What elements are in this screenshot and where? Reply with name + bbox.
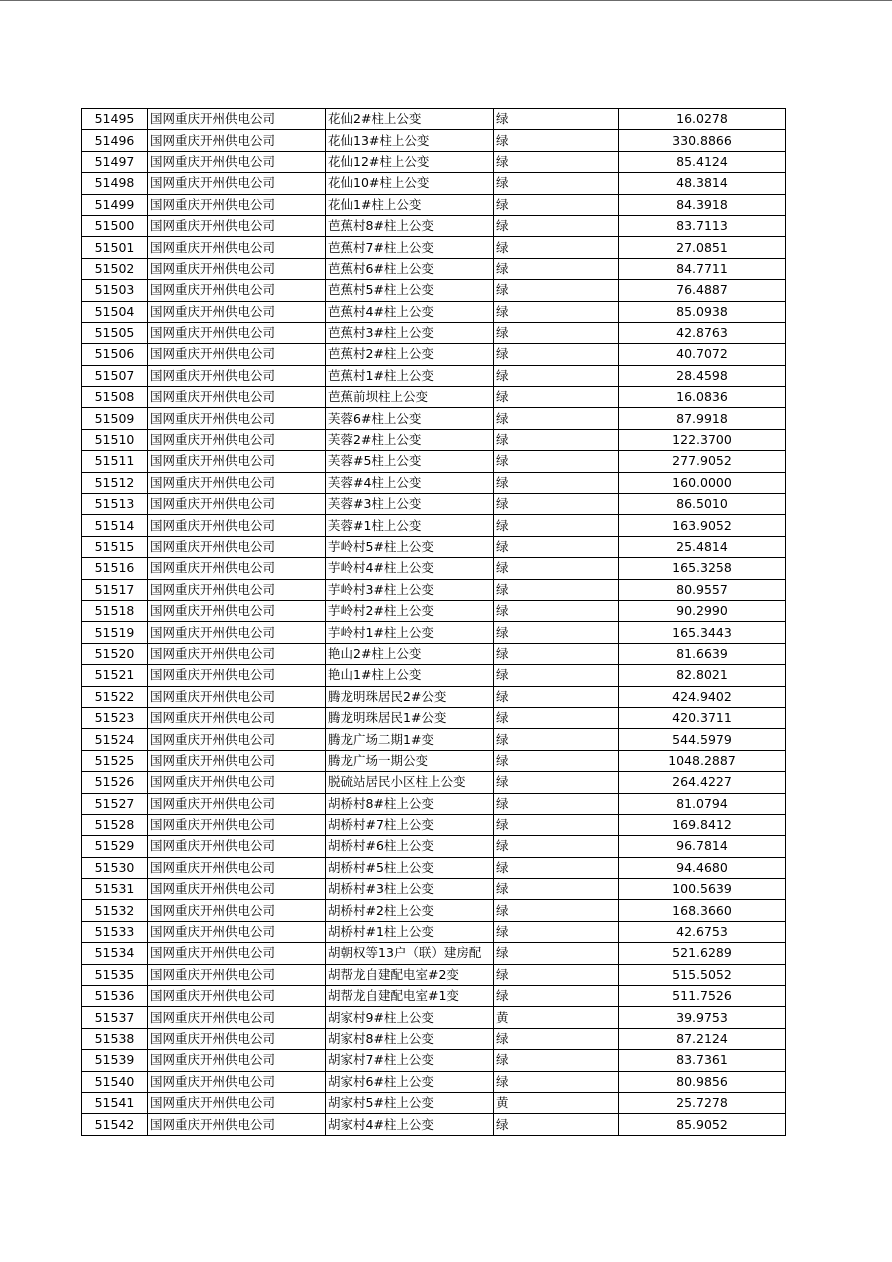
cell-status: 绿 <box>494 237 619 258</box>
cell-station: 胡家村6#柱上公变 <box>326 1071 494 1092</box>
cell-value: 27.0851 <box>619 237 786 258</box>
cell-id: 51508 <box>82 387 148 408</box>
cell-id: 51527 <box>82 793 148 814</box>
cell-station: 芋岭村2#柱上公变 <box>326 600 494 621</box>
cell-id: 51537 <box>82 1007 148 1028</box>
table-row <box>82 665 786 686</box>
cell-id: 51514 <box>82 515 148 536</box>
cell-id: 51533 <box>82 921 148 942</box>
cell-company: 国网重庆开州供电公司 <box>148 1114 326 1135</box>
cell-value: 1048.2887 <box>619 750 786 771</box>
cell-id: 51502 <box>82 258 148 279</box>
cell-station: 腾龙明珠居民1#公变 <box>326 707 494 728</box>
table-row <box>82 194 786 215</box>
cell-station: 芋岭村3#柱上公变 <box>326 579 494 600</box>
table-row <box>82 1092 786 1113</box>
cell-status: 绿 <box>494 686 619 707</box>
table-row <box>82 408 786 429</box>
cell-company: 国网重庆开州供电公司 <box>148 814 326 835</box>
table-row <box>82 836 786 857</box>
cell-id: 51540 <box>82 1071 148 1092</box>
cell-id: 51518 <box>82 600 148 621</box>
cell-status: 绿 <box>494 772 619 793</box>
cell-station: 胡家村7#柱上公变 <box>326 1050 494 1071</box>
table-row <box>82 900 786 921</box>
cell-value: 81.6639 <box>619 643 786 664</box>
cell-id: 51541 <box>82 1092 148 1113</box>
cell-company: 国网重庆开州供电公司 <box>148 879 326 900</box>
page-top-rule <box>0 0 892 1</box>
cell-id: 51530 <box>82 857 148 878</box>
cell-company: 国网重庆开州供电公司 <box>148 472 326 493</box>
table-row <box>82 814 786 835</box>
cell-status: 绿 <box>494 643 619 664</box>
cell-value: 28.4598 <box>619 365 786 386</box>
table-row <box>82 429 786 450</box>
cell-value: 80.9856 <box>619 1071 786 1092</box>
cell-value: 163.9052 <box>619 515 786 536</box>
cell-value: 84.3918 <box>619 194 786 215</box>
cell-id: 51536 <box>82 986 148 1007</box>
cell-id: 51516 <box>82 558 148 579</box>
cell-id: 51511 <box>82 451 148 472</box>
cell-company: 国网重庆开州供电公司 <box>148 1050 326 1071</box>
table-row <box>82 1007 786 1028</box>
table-row <box>82 387 786 408</box>
cell-status: 绿 <box>494 1114 619 1135</box>
cell-company: 国网重庆开州供电公司 <box>148 943 326 964</box>
cell-value: 83.7113 <box>619 215 786 236</box>
table-row <box>82 215 786 236</box>
cell-station: 胡家村9#柱上公变 <box>326 1007 494 1028</box>
table-row <box>82 344 786 365</box>
cell-status: 绿 <box>494 707 619 728</box>
cell-station: 芋岭村5#柱上公变 <box>326 536 494 557</box>
cell-status: 绿 <box>494 665 619 686</box>
table-row <box>82 879 786 900</box>
cell-status: 绿 <box>494 921 619 942</box>
cell-station: 胡桥村#7柱上公变 <box>326 814 494 835</box>
cell-value: 82.8021 <box>619 665 786 686</box>
cell-id: 51531 <box>82 879 148 900</box>
cell-station: 芭蕉村7#柱上公变 <box>326 237 494 258</box>
cell-id: 51532 <box>82 900 148 921</box>
cell-id: 51539 <box>82 1050 148 1071</box>
cell-id: 51513 <box>82 494 148 515</box>
cell-id: 51495 <box>82 109 148 130</box>
table-row <box>82 707 786 728</box>
cell-id: 51522 <box>82 686 148 707</box>
cell-station: 芭蕉村4#柱上公变 <box>326 301 494 322</box>
cell-station: 胡桥村#6柱上公变 <box>326 836 494 857</box>
table-row <box>82 109 786 130</box>
cell-id: 51498 <box>82 173 148 194</box>
cell-status: 绿 <box>494 857 619 878</box>
cell-value: 160.0000 <box>619 472 786 493</box>
cell-company: 国网重庆开州供电公司 <box>148 986 326 1007</box>
cell-value: 39.9753 <box>619 1007 786 1028</box>
table-row <box>82 515 786 536</box>
cell-value: 48.3814 <box>619 173 786 194</box>
table-row <box>82 237 786 258</box>
cell-status: 绿 <box>494 750 619 771</box>
cell-value: 165.3258 <box>619 558 786 579</box>
cell-station: 腾龙明珠居民2#公变 <box>326 686 494 707</box>
cell-status: 绿 <box>494 408 619 429</box>
cell-station: 腾龙广场二期1#变 <box>326 729 494 750</box>
cell-id: 51506 <box>82 344 148 365</box>
cell-status: 绿 <box>494 472 619 493</box>
cell-status: 绿 <box>494 194 619 215</box>
cell-station: 芙蓉6#柱上公变 <box>326 408 494 429</box>
table-row <box>82 472 786 493</box>
cell-id: 51542 <box>82 1114 148 1135</box>
cell-station: 芙蓉2#柱上公变 <box>326 429 494 450</box>
cell-station: 芭蕉村8#柱上公变 <box>326 215 494 236</box>
data-table <box>81 108 786 1136</box>
cell-id: 51512 <box>82 472 148 493</box>
cell-value: 76.4887 <box>619 280 786 301</box>
cell-company: 国网重庆开州供电公司 <box>148 536 326 557</box>
cell-value: 96.7814 <box>619 836 786 857</box>
cell-status: 绿 <box>494 986 619 1007</box>
cell-station: 胡桥村#2柱上公变 <box>326 900 494 921</box>
cell-id: 51525 <box>82 750 148 771</box>
cell-station: 花仙2#柱上公变 <box>326 109 494 130</box>
cell-value: 84.7711 <box>619 258 786 279</box>
cell-value: 87.2124 <box>619 1028 786 1049</box>
table-row <box>82 536 786 557</box>
cell-value: 515.5052 <box>619 964 786 985</box>
cell-company: 国网重庆开州供电公司 <box>148 515 326 536</box>
cell-value: 85.9052 <box>619 1114 786 1135</box>
cell-status: 绿 <box>494 515 619 536</box>
cell-company: 国网重庆开州供电公司 <box>148 857 326 878</box>
cell-status: 绿 <box>494 836 619 857</box>
table-row <box>82 772 786 793</box>
cell-station: 芙蓉#5柱上公变 <box>326 451 494 472</box>
cell-station: 芭蕉村3#柱上公变 <box>326 322 494 343</box>
cell-value: 16.0836 <box>619 387 786 408</box>
cell-value: 100.5639 <box>619 879 786 900</box>
cell-company: 国网重庆开州供电公司 <box>148 600 326 621</box>
cell-value: 168.3660 <box>619 900 786 921</box>
cell-company: 国网重庆开州供电公司 <box>148 173 326 194</box>
cell-value: 40.7072 <box>619 344 786 365</box>
table-row <box>82 1050 786 1071</box>
cell-company: 国网重庆开州供电公司 <box>148 836 326 857</box>
cell-station: 芭蕉村1#柱上公变 <box>326 365 494 386</box>
cell-id: 51526 <box>82 772 148 793</box>
cell-status: 绿 <box>494 900 619 921</box>
cell-company: 国网重庆开州供电公司 <box>148 387 326 408</box>
cell-status: 绿 <box>494 429 619 450</box>
cell-company: 国网重庆开州供电公司 <box>148 109 326 130</box>
cell-station: 胡桥村#3柱上公变 <box>326 879 494 900</box>
cell-company: 国网重庆开州供电公司 <box>148 793 326 814</box>
cell-company: 国网重庆开州供电公司 <box>148 494 326 515</box>
cell-station: 花仙1#柱上公变 <box>326 194 494 215</box>
cell-id: 51517 <box>82 579 148 600</box>
cell-company: 国网重庆开州供电公司 <box>148 921 326 942</box>
cell-id: 51534 <box>82 943 148 964</box>
cell-station: 胡桥村#1柱上公变 <box>326 921 494 942</box>
cell-company: 国网重庆开州供电公司 <box>148 301 326 322</box>
cell-value: 83.7361 <box>619 1050 786 1071</box>
table-row <box>82 258 786 279</box>
cell-station: 胡桥村#5柱上公变 <box>326 857 494 878</box>
cell-id: 51538 <box>82 1028 148 1049</box>
cell-value: 122.3700 <box>619 429 786 450</box>
cell-value: 86.5010 <box>619 494 786 515</box>
cell-status: 绿 <box>494 814 619 835</box>
cell-company: 国网重庆开州供电公司 <box>148 1028 326 1049</box>
cell-company: 国网重庆开州供电公司 <box>148 558 326 579</box>
table-row <box>82 130 786 151</box>
cell-station: 胡帮龙自建配电室#2变 <box>326 964 494 985</box>
cell-station: 芙蓉#1柱上公变 <box>326 515 494 536</box>
cell-status: 绿 <box>494 344 619 365</box>
cell-status: 绿 <box>494 729 619 750</box>
cell-status: 绿 <box>494 943 619 964</box>
cell-value: 42.8763 <box>619 322 786 343</box>
cell-status: 绿 <box>494 558 619 579</box>
table-row <box>82 857 786 878</box>
cell-value: 16.0278 <box>619 109 786 130</box>
cell-id: 51515 <box>82 536 148 557</box>
cell-company: 国网重庆开州供电公司 <box>148 258 326 279</box>
cell-value: 85.0938 <box>619 301 786 322</box>
table-row <box>82 151 786 172</box>
cell-status: 绿 <box>494 1050 619 1071</box>
table-row <box>82 964 786 985</box>
cell-station: 胡家村4#柱上公变 <box>326 1114 494 1135</box>
cell-company: 国网重庆开州供电公司 <box>148 237 326 258</box>
cell-value: 521.6289 <box>619 943 786 964</box>
cell-status: 绿 <box>494 451 619 472</box>
cell-company: 国网重庆开州供电公司 <box>148 1007 326 1028</box>
cell-value: 165.3443 <box>619 622 786 643</box>
cell-station: 芋岭村1#柱上公变 <box>326 622 494 643</box>
table-row <box>82 365 786 386</box>
table-row <box>82 494 786 515</box>
table-row <box>82 1071 786 1092</box>
table-row <box>82 921 786 942</box>
cell-value: 25.7278 <box>619 1092 786 1113</box>
cell-status: 绿 <box>494 536 619 557</box>
cell-status: 绿 <box>494 151 619 172</box>
cell-id: 51501 <box>82 237 148 258</box>
cell-id: 51507 <box>82 365 148 386</box>
cell-company: 国网重庆开州供电公司 <box>148 451 326 472</box>
cell-station: 胡家村8#柱上公变 <box>326 1028 494 1049</box>
table-row <box>82 301 786 322</box>
cell-company: 国网重庆开州供电公司 <box>148 344 326 365</box>
cell-value: 90.2990 <box>619 600 786 621</box>
cell-station: 艳山1#柱上公变 <box>326 665 494 686</box>
cell-id: 51510 <box>82 429 148 450</box>
cell-id: 51521 <box>82 665 148 686</box>
cell-company: 国网重庆开州供电公司 <box>148 964 326 985</box>
cell-company: 国网重庆开州供电公司 <box>148 215 326 236</box>
cell-company: 国网重庆开州供电公司 <box>148 665 326 686</box>
cell-station: 芭蕉村5#柱上公变 <box>326 280 494 301</box>
table-row <box>82 986 786 1007</box>
cell-status: 绿 <box>494 494 619 515</box>
cell-status: 绿 <box>494 1071 619 1092</box>
cell-value: 87.9918 <box>619 408 786 429</box>
cell-id: 51523 <box>82 707 148 728</box>
cell-value: 420.3711 <box>619 707 786 728</box>
cell-station: 花仙10#柱上公变 <box>326 173 494 194</box>
cell-value: 81.0794 <box>619 793 786 814</box>
table-row <box>82 1028 786 1049</box>
cell-id: 51528 <box>82 814 148 835</box>
cell-company: 国网重庆开州供电公司 <box>148 622 326 643</box>
cell-id: 51497 <box>82 151 148 172</box>
cell-station: 脱硫站居民小区柱上公变 <box>326 772 494 793</box>
cell-company: 国网重庆开州供电公司 <box>148 365 326 386</box>
cell-company: 国网重庆开州供电公司 <box>148 322 326 343</box>
cell-status: 绿 <box>494 258 619 279</box>
cell-status: 绿 <box>494 600 619 621</box>
cell-id: 51504 <box>82 301 148 322</box>
cell-status: 绿 <box>494 130 619 151</box>
table-row <box>82 686 786 707</box>
table-row <box>82 622 786 643</box>
cell-value: 169.8412 <box>619 814 786 835</box>
cell-status: 黄 <box>494 1092 619 1113</box>
cell-value: 424.9402 <box>619 686 786 707</box>
cell-value: 25.4814 <box>619 536 786 557</box>
cell-station: 芭蕉村6#柱上公变 <box>326 258 494 279</box>
table-row <box>82 643 786 664</box>
table-row <box>82 729 786 750</box>
data-table-body <box>82 109 786 1136</box>
cell-status: 绿 <box>494 1028 619 1049</box>
cell-status: 绿 <box>494 793 619 814</box>
cell-id: 51519 <box>82 622 148 643</box>
cell-status: 绿 <box>494 322 619 343</box>
cell-company: 国网重庆开州供电公司 <box>148 1071 326 1092</box>
cell-station: 芙蓉#3柱上公变 <box>326 494 494 515</box>
cell-status: 绿 <box>494 173 619 194</box>
cell-status: 绿 <box>494 301 619 322</box>
cell-id: 51535 <box>82 964 148 985</box>
table-row <box>82 600 786 621</box>
cell-station: 芋岭村4#柱上公变 <box>326 558 494 579</box>
cell-status: 绿 <box>494 365 619 386</box>
cell-company: 国网重庆开州供电公司 <box>148 194 326 215</box>
cell-company: 国网重庆开州供电公司 <box>148 686 326 707</box>
cell-station: 芭蕉村2#柱上公变 <box>326 344 494 365</box>
cell-value: 85.4124 <box>619 151 786 172</box>
cell-company: 国网重庆开州供电公司 <box>148 750 326 771</box>
cell-id: 51505 <box>82 322 148 343</box>
cell-status: 绿 <box>494 280 619 301</box>
table-row <box>82 750 786 771</box>
cell-company: 国网重庆开州供电公司 <box>148 408 326 429</box>
table-row <box>82 943 786 964</box>
cell-value: 277.9052 <box>619 451 786 472</box>
cell-station: 芙蓉#4柱上公变 <box>326 472 494 493</box>
cell-status: 绿 <box>494 622 619 643</box>
cell-id: 51503 <box>82 280 148 301</box>
cell-station: 胡朝权等13户（联）建房配 <box>326 943 494 964</box>
cell-status: 黄 <box>494 1007 619 1028</box>
cell-company: 国网重庆开州供电公司 <box>148 1092 326 1113</box>
cell-status: 绿 <box>494 964 619 985</box>
cell-status: 绿 <box>494 109 619 130</box>
cell-value: 80.9557 <box>619 579 786 600</box>
cell-station: 芭蕉前坝柱上公变 <box>326 387 494 408</box>
cell-station: 腾龙广场一期公变 <box>326 750 494 771</box>
cell-status: 绿 <box>494 879 619 900</box>
cell-value: 544.5979 <box>619 729 786 750</box>
cell-value: 264.4227 <box>619 772 786 793</box>
table-row <box>82 280 786 301</box>
cell-company: 国网重庆开州供电公司 <box>148 900 326 921</box>
cell-id: 51500 <box>82 215 148 236</box>
cell-company: 国网重庆开州供电公司 <box>148 579 326 600</box>
cell-station: 胡家村5#柱上公变 <box>326 1092 494 1113</box>
table-row <box>82 793 786 814</box>
cell-station: 花仙13#柱上公变 <box>326 130 494 151</box>
cell-id: 51496 <box>82 130 148 151</box>
cell-company: 国网重庆开州供电公司 <box>148 280 326 301</box>
cell-company: 国网重庆开州供电公司 <box>148 130 326 151</box>
cell-company: 国网重庆开州供电公司 <box>148 729 326 750</box>
cell-value: 511.7526 <box>619 986 786 1007</box>
cell-station: 花仙12#柱上公变 <box>326 151 494 172</box>
cell-value: 94.4680 <box>619 857 786 878</box>
cell-value: 330.8866 <box>619 130 786 151</box>
cell-id: 51520 <box>82 643 148 664</box>
cell-company: 国网重庆开州供电公司 <box>148 707 326 728</box>
table-row <box>82 173 786 194</box>
cell-company: 国网重庆开州供电公司 <box>148 772 326 793</box>
cell-station: 艳山2#柱上公变 <box>326 643 494 664</box>
cell-company: 国网重庆开州供电公司 <box>148 151 326 172</box>
cell-station: 胡桥村8#柱上公变 <box>326 793 494 814</box>
cell-status: 绿 <box>494 579 619 600</box>
cell-company: 国网重庆开州供电公司 <box>148 643 326 664</box>
cell-id: 51529 <box>82 836 148 857</box>
cell-id: 51509 <box>82 408 148 429</box>
table-row <box>82 322 786 343</box>
cell-id: 51524 <box>82 729 148 750</box>
cell-status: 绿 <box>494 387 619 408</box>
cell-company: 国网重庆开州供电公司 <box>148 429 326 450</box>
cell-id: 51499 <box>82 194 148 215</box>
table-row <box>82 451 786 472</box>
table-row <box>82 558 786 579</box>
table-row <box>82 579 786 600</box>
cell-value: 42.6753 <box>619 921 786 942</box>
table-row <box>82 1114 786 1135</box>
cell-status: 绿 <box>494 215 619 236</box>
cell-station: 胡帮龙自建配电室#1变 <box>326 986 494 1007</box>
